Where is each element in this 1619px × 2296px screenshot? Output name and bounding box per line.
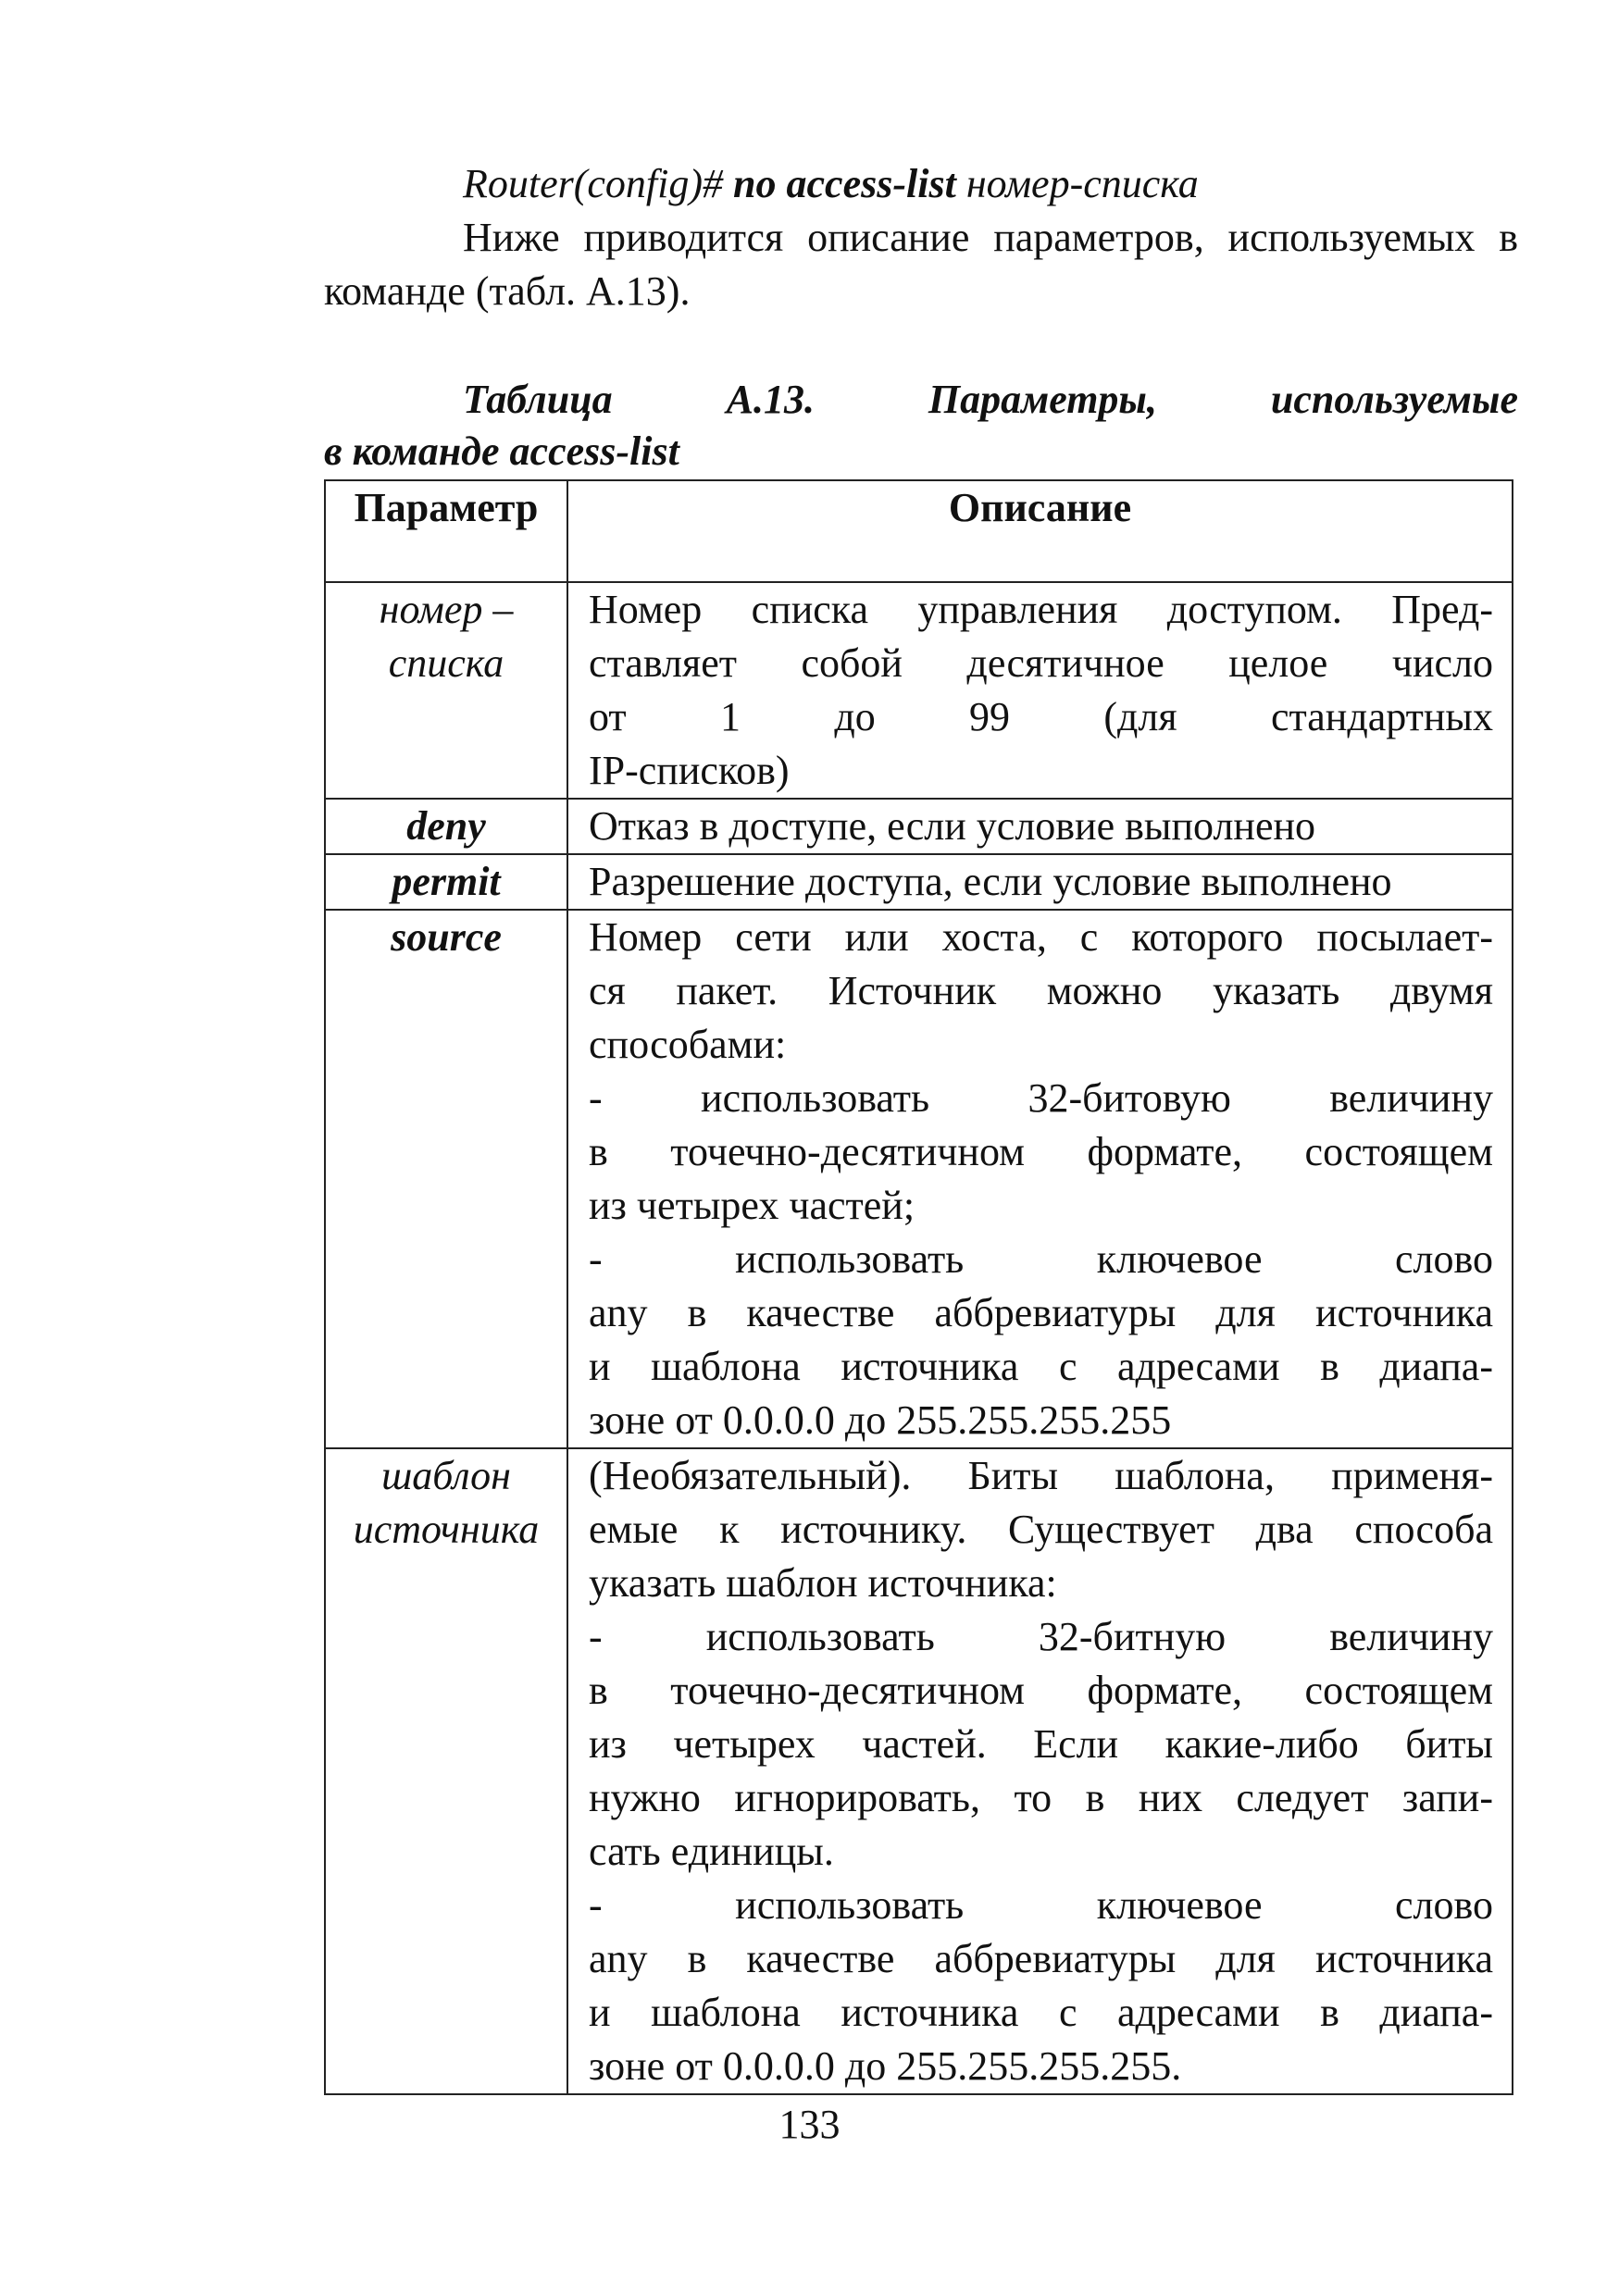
description-line: нужно игнорировать, то в них следует запи- [589,1775,1493,1820]
description-cell [567,582,1513,799]
header-parameter: Параметр [325,480,567,582]
command-keyword: no access-list [733,161,956,206]
caption-word: Параметры, [928,377,1157,422]
parameter-name: номер – [379,587,514,632]
table-row [325,582,1513,799]
description-line: из четырех частей; [589,1183,915,1228]
description-line: ся пакет. Источник можно указать двумя [589,968,1493,1013]
description-line: в точечно-десятичном формате, состоящем [589,1668,1493,1713]
description-line: - использовать ключевое слово [589,1236,1493,1282]
parameter-name: deny [406,803,486,849]
description-line: из четырех частей. Если какие-либо биты [589,1721,1493,1767]
description-line: - использовать 32-битную величину [589,1614,1493,1659]
caption-word: Таблица [463,377,613,422]
caption-word: А.13. [726,377,815,422]
header-description: Описание [567,480,1513,582]
parameter-name: источника [353,1507,540,1552]
caption-line-1 [324,374,1518,426]
description-line: Разрешение доступа, если условие выполнено [589,859,1392,904]
description-line: от 1 до 99 (для стандартных [589,694,1493,739]
page-content [324,157,1518,2095]
parameter-cell [325,582,567,799]
description-line: сать единицы. [589,1829,834,1874]
description-cell [567,854,1513,910]
caption-word: используемые [1270,377,1518,422]
description-line: Номер списка управления доступом. Пред- [589,587,1493,632]
page-number: 133 [778,2102,841,2147]
command-prefix: Router(config)# [463,161,734,206]
description-line: (Необязательный). Биты шаблона, применя- [589,1453,1493,1498]
parameter-cell [325,910,567,1448]
parameter-name: списка [388,640,504,686]
description-line: и шаблона источника с адресами в диапа- [589,1990,1493,2035]
parameter-name: шаблон [381,1453,511,1498]
parameter-cell [325,1448,567,2094]
table-row [325,910,1513,1448]
description-line: указать шаблон источника: [589,1560,1057,1606]
caption-line-2: в команде access-list [324,428,679,474]
command-argument: номер-списка [955,161,1199,206]
parameters-table [324,479,1513,2095]
description-line: и шаблона источника с адресами в диапа- [589,1344,1493,1389]
parameter-cell [325,799,567,854]
description-cell [567,910,1513,1448]
description-line: any в качестве аббревиатуры для источника [589,1290,1493,1335]
description-line: Отказ в доступе, если условие выполнено [589,803,1316,849]
description-line: способами: [589,1022,787,1067]
description-cell [567,1448,1513,2094]
table-caption [324,374,1518,478]
description-line: в точечно-десятичном формате, состоящем [589,1129,1493,1174]
description-line: any в качестве аббревиатуры для источника [589,1936,1493,1981]
parameter-cell [325,854,567,910]
parameter-name: permit [392,859,501,904]
description-cell [567,799,1513,854]
table-row [325,854,1513,910]
parameter-name: source [391,914,502,960]
command-line [324,157,1518,211]
description-line: Номер сети или хоста, с которого посылает- [589,914,1493,960]
table-row [325,799,1513,854]
intro-paragraph: Ниже приводится описание параметров, используемых в команде (табл. А.13). [324,215,1518,314]
description-line: IP-списков) [589,748,790,793]
description-line: зоне от 0.0.0.0 до 255.255.255.255. [589,2043,1182,2089]
description-line: - использовать 32-битовую величину [589,1075,1493,1121]
table-header-row [325,480,1513,582]
description-line: зоне от 0.0.0.0 до 255.255.255.255 [589,1397,1172,1443]
table-row [325,1448,1513,2094]
description-line: емые к источнику. Существует два способа [589,1507,1493,1552]
description-line: ставляет собой десятичное целое число [589,640,1493,686]
description-line: - использовать ключевое слово [589,1882,1493,1928]
table-body [325,582,1513,2094]
